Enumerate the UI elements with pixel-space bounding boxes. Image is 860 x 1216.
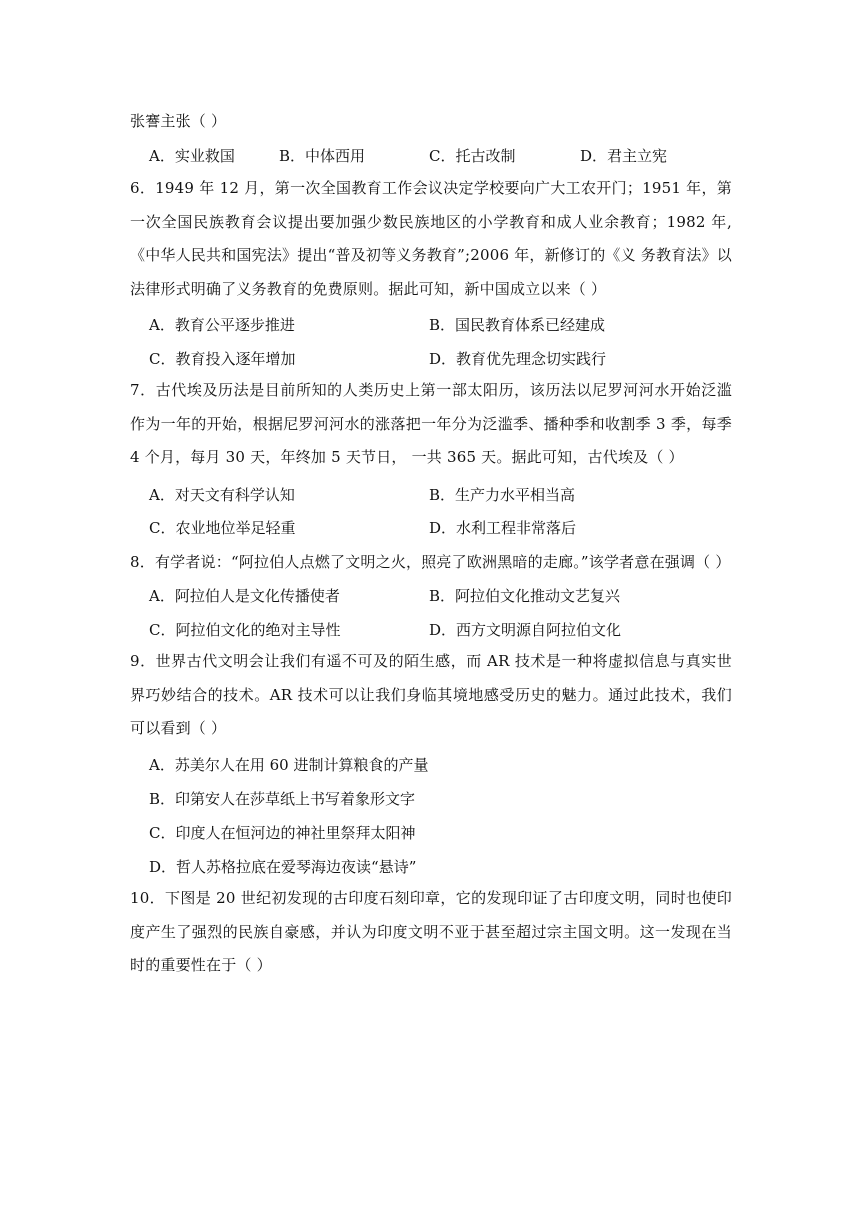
q5-option-b: B．中体西用	[279, 147, 366, 165]
q10-stem: 10．下图是 20 世纪初发现的古印度石刻印章，它的发现印证了古印度文明，同时也使印度产生了强烈的民族自豪感，并认为印度文明不亚于甚至超过宗主国文明。这一发现在当时的重要性在于（ ）	[130, 889, 732, 974]
q8-stem: 8．有学者说：“阿拉伯人点燃了文明之火，照亮了欧洲黑暗的走廊。”该学者意在强调（ ）	[130, 553, 731, 571]
q9-option-b: B．印第安人在莎草纸上书写着象形文字	[149, 790, 416, 808]
q6-option-b: B．国民教育体系已经建成	[429, 316, 606, 334]
q9-option-d: D．哲人苏格拉底在爱琴海边夜读“悬诗”	[149, 858, 417, 876]
q6-stem: 6．1949 年 12 月，第一次全国教育工作会议决定学校要向广大工农开门；1951 年，第 一次全国民族教育会议提出要加强少数民族地区的小学教育和成人业余教育；1982 年,《中华人民共和国宪法》提出“普及初等义务教育”;2006 年，新修订的《义 务教育法》以法律形式明确了义务教育的免费原则。据此可知，新中国成立以来（ ）	[130, 179, 732, 298]
q7-option-d: D．水利工程非常落后	[429, 519, 577, 537]
q5-option-d: D．君主立宪	[580, 147, 668, 165]
q5-option-c: C．托古改制	[429, 147, 516, 165]
q6-option-c: C．教育投入逐年增加	[149, 350, 296, 368]
q8-option-d: D．西方文明源自阿拉伯文化	[429, 621, 622, 639]
q8-option-c: C．阿拉伯文化的绝对主导性	[149, 621, 341, 639]
q9-option-c: C．印度人在恒河边的神社里祭拜太阳神	[149, 824, 416, 842]
q8-option-b: B．阿拉伯文化推动文艺复兴	[429, 587, 621, 605]
q9-stem: 9．世界古代文明会让我们有遥不可及的陌生感，而 AR 技术是一种将虚拟信息与真实世界巧妙结合的技术。AR 技术可以让我们身临其境地感受历史的魅力。通过此技术，我们可以看到（ ）	[130, 652, 732, 737]
q7-stem: 7．古代埃及历法是目前所知的人类历史上第一部太阳历，该历法以尼罗河河水开始泛滥作为一年的开始，根据尼罗河河水的涨落把一年分为泛滥季、播种季和收割季 3 季，每季 4 个月，每月 30 天，年终加 5 天节日， 一共 365 天。据此可知，古代埃及（ ）	[130, 381, 732, 466]
q6-option-a: A．教育公平逐步推进	[149, 316, 295, 334]
q7-option-c: C．农业地位举足轻重	[149, 519, 296, 537]
q5-option-a: A．实业救国	[149, 147, 235, 165]
q9-option-a: A．苏美尔人在用 60 进制计算粮食的产量	[149, 756, 429, 774]
q8-option-a: A．阿拉伯人是文化传播使者	[149, 587, 340, 605]
q7-option-a: A．对天文有科学认知	[149, 486, 295, 504]
q7-option-b: B．生产力水平相当高	[429, 486, 576, 504]
q6-option-d: D．教育优先理念切实践行	[429, 350, 607, 368]
q5-stem-tail: 张謇主张（ ）	[130, 112, 227, 130]
